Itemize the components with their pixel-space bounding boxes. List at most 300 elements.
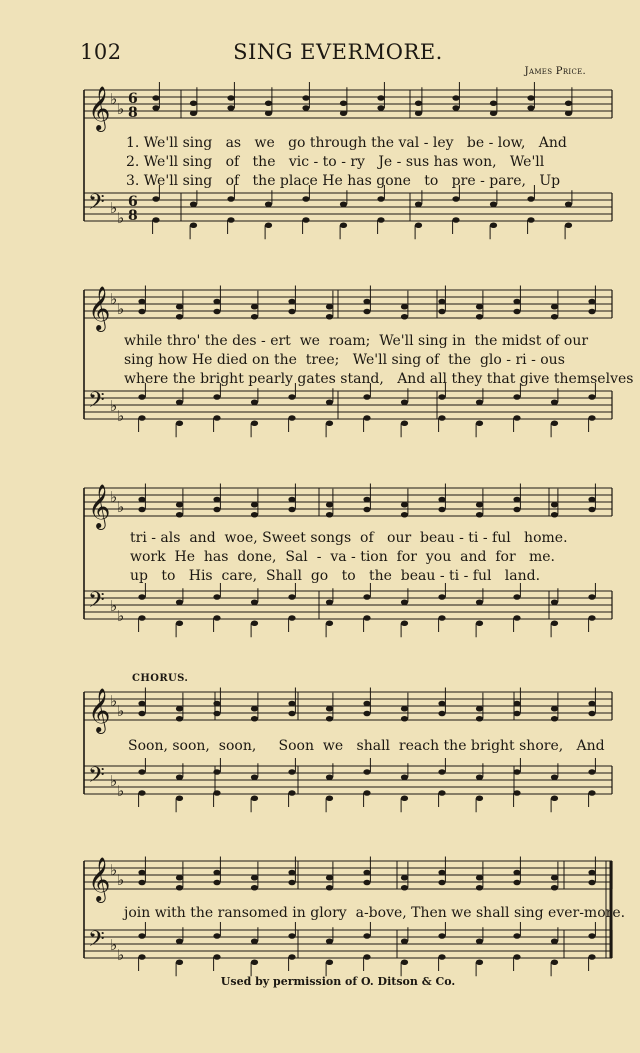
note-head xyxy=(513,507,520,513)
note-head xyxy=(513,954,520,960)
note-head xyxy=(377,95,384,101)
note-head xyxy=(363,299,370,305)
composer-credit: James Price. xyxy=(524,66,586,77)
lyric-line: join with the ransomed in glory a-bove, Then we shall sing ever-more. xyxy=(124,905,626,921)
note-head xyxy=(213,299,220,305)
note-head xyxy=(588,701,595,707)
note-head xyxy=(588,507,595,513)
note-head xyxy=(288,701,295,707)
note-head xyxy=(265,100,272,106)
note-head xyxy=(551,399,558,405)
note-head xyxy=(551,938,558,944)
note-head xyxy=(513,790,520,796)
note-head xyxy=(438,615,445,621)
note-head xyxy=(176,502,183,508)
note-head xyxy=(551,599,558,605)
note-head xyxy=(588,615,595,621)
note-head xyxy=(213,594,220,600)
bass-clef-icon: 𝄢 xyxy=(88,927,105,957)
note-head xyxy=(213,394,220,400)
note-head xyxy=(527,217,534,223)
note-head xyxy=(326,599,333,605)
note-head xyxy=(251,959,258,965)
note-head xyxy=(438,701,445,707)
note-head xyxy=(251,512,258,518)
treble-clef-icon: 𝄞 xyxy=(88,688,111,732)
note-head xyxy=(401,774,408,780)
note-head xyxy=(415,110,422,116)
note-head xyxy=(326,774,333,780)
treble-clef-icon: 𝄞 xyxy=(88,484,111,528)
lyric-line: 3. We'll sing of the place He has gone to pre - pare, Up xyxy=(126,173,561,189)
note-head xyxy=(288,790,295,796)
note-head xyxy=(438,497,445,503)
note-head xyxy=(401,716,408,722)
note-head xyxy=(340,100,347,106)
permission-credit: Used by permission of O. Ditson & Co. xyxy=(220,975,456,988)
note-head xyxy=(438,870,445,876)
note-head xyxy=(513,701,520,707)
lyric-line: 2. We'll sing of the vic - to - ry Je - sus has won, We'll xyxy=(126,154,545,170)
note-head xyxy=(452,217,459,223)
note-head xyxy=(513,870,520,876)
note-head xyxy=(476,599,483,605)
note-head xyxy=(513,394,520,400)
note-head xyxy=(265,201,272,207)
note-head xyxy=(176,716,183,722)
note-head xyxy=(288,933,295,939)
note-head xyxy=(326,314,333,320)
note-head xyxy=(326,716,333,722)
meter-glyph: 6 xyxy=(128,194,138,210)
note-head xyxy=(265,110,272,116)
note-head xyxy=(138,309,145,315)
note-head xyxy=(190,222,197,228)
note-head xyxy=(527,196,534,202)
flat-icon: ♭ xyxy=(110,861,118,879)
note-head xyxy=(565,201,572,207)
note-head xyxy=(363,954,370,960)
note-head xyxy=(288,497,295,503)
note-head xyxy=(401,620,408,626)
note-head xyxy=(363,497,370,503)
note-head xyxy=(138,497,145,503)
note-head xyxy=(551,512,558,518)
lyric-line: Soon, soon, soon, Soon we shall reach the bright shore, And xyxy=(128,738,605,754)
chorus-label: CHORUS. xyxy=(132,673,189,684)
note-head xyxy=(227,105,234,111)
note-head xyxy=(401,938,408,944)
note-head xyxy=(176,875,183,881)
lyric-line: work He has done, Sal - va - tion for you and for me. xyxy=(130,549,556,565)
note-head xyxy=(138,507,145,513)
note-head xyxy=(401,512,408,518)
note-head xyxy=(490,201,497,207)
note-head xyxy=(377,217,384,223)
note-head xyxy=(326,885,333,891)
note-head xyxy=(588,711,595,717)
note-head xyxy=(251,314,258,320)
note-head xyxy=(251,502,258,508)
note-head xyxy=(288,954,295,960)
note-head xyxy=(401,875,408,881)
note-head xyxy=(138,933,145,939)
note-head xyxy=(476,314,483,320)
lyric-line: tri - als and woe, Sweet songs of our beau - ti - ful home. xyxy=(130,530,568,546)
note-head xyxy=(265,222,272,228)
note-head xyxy=(138,769,145,775)
page-number: 102 xyxy=(80,40,122,64)
treble-clef-icon: 𝄞 xyxy=(88,857,111,901)
note-head xyxy=(476,706,483,712)
note-head xyxy=(251,620,258,626)
flat-icon: ♭ xyxy=(110,692,118,710)
note-head xyxy=(363,394,370,400)
note-head xyxy=(588,299,595,305)
note-head xyxy=(288,394,295,400)
bass-clef-icon: 𝄢 xyxy=(88,588,105,618)
note-head xyxy=(138,594,145,600)
note-head xyxy=(152,105,159,111)
note-head xyxy=(227,217,234,223)
note-head xyxy=(551,716,558,722)
note-head xyxy=(251,304,258,310)
note-head xyxy=(527,95,534,101)
note-head xyxy=(363,701,370,707)
note-head xyxy=(213,507,220,513)
note-head xyxy=(513,933,520,939)
note-head xyxy=(438,507,445,513)
note-head xyxy=(326,875,333,881)
note-head xyxy=(288,870,295,876)
note-head xyxy=(176,774,183,780)
note-head xyxy=(377,196,384,202)
note-head xyxy=(340,201,347,207)
bass-clef-icon: 𝄢 xyxy=(88,190,105,220)
note-head xyxy=(340,110,347,116)
note-head xyxy=(138,299,145,305)
note-head xyxy=(326,304,333,310)
note-head xyxy=(213,880,220,886)
note-head xyxy=(588,769,595,775)
note-head xyxy=(213,497,220,503)
note-head xyxy=(565,222,572,228)
note-head xyxy=(401,502,408,508)
note-head xyxy=(213,615,220,621)
note-head xyxy=(513,880,520,886)
note-head xyxy=(476,716,483,722)
note-head xyxy=(302,196,309,202)
note-head xyxy=(340,222,347,228)
note-head xyxy=(438,299,445,305)
flat-icon: ♭ xyxy=(110,199,118,217)
note-head xyxy=(588,790,595,796)
flat-icon: ♭ xyxy=(117,782,125,800)
lyric-line: while thro' the des - ert we roam; We'll sing in the midst of our xyxy=(124,333,589,349)
note-head xyxy=(251,938,258,944)
note-head xyxy=(438,394,445,400)
note-head xyxy=(213,309,220,315)
note-head xyxy=(438,790,445,796)
note-head xyxy=(138,615,145,621)
note-head xyxy=(401,706,408,712)
note-head xyxy=(476,304,483,310)
note-head xyxy=(513,769,520,775)
note-head xyxy=(176,599,183,605)
note-head xyxy=(176,706,183,712)
note-head xyxy=(363,711,370,717)
flat-icon: ♭ xyxy=(110,488,118,506)
note-head xyxy=(588,880,595,886)
note-head xyxy=(251,599,258,605)
note-head xyxy=(190,201,197,207)
lyric-line: sing how He died on the tree; We'll sing of the glo - ri - ous xyxy=(124,352,565,368)
note-head xyxy=(588,394,595,400)
note-head xyxy=(288,711,295,717)
note-head xyxy=(176,512,183,518)
note-head xyxy=(588,933,595,939)
note-head xyxy=(138,394,145,400)
note-head xyxy=(288,507,295,513)
note-head xyxy=(476,620,483,626)
bass-clef-icon: 𝄢 xyxy=(88,763,105,793)
note-head xyxy=(476,938,483,944)
note-head xyxy=(438,415,445,421)
note-head xyxy=(415,222,422,228)
note-head xyxy=(401,314,408,320)
note-head xyxy=(190,100,197,106)
note-head xyxy=(176,795,183,801)
note-head xyxy=(152,196,159,202)
note-head xyxy=(227,95,234,101)
note-head xyxy=(476,420,483,426)
note-head xyxy=(438,769,445,775)
note-head xyxy=(363,415,370,421)
note-head xyxy=(213,711,220,717)
note-head xyxy=(438,880,445,886)
note-head xyxy=(377,105,384,111)
note-head xyxy=(152,217,159,223)
note-head xyxy=(251,716,258,722)
note-head xyxy=(551,620,558,626)
note-head xyxy=(588,954,595,960)
note-head xyxy=(551,706,558,712)
note-head xyxy=(363,769,370,775)
note-head xyxy=(138,954,145,960)
note-head xyxy=(452,105,459,111)
flat-icon: ♭ xyxy=(117,607,125,625)
note-head xyxy=(438,594,445,600)
note-head xyxy=(476,512,483,518)
treble-clef-icon: 𝄞 xyxy=(88,86,111,130)
note-head xyxy=(326,620,333,626)
note-head xyxy=(363,870,370,876)
note-head xyxy=(363,880,370,886)
note-head xyxy=(401,399,408,405)
flat-icon: ♭ xyxy=(117,100,125,118)
note-head xyxy=(213,415,220,421)
note-head xyxy=(551,314,558,320)
note-head xyxy=(476,795,483,801)
treble-clef-icon: 𝄞 xyxy=(88,286,111,330)
note-head xyxy=(251,420,258,426)
note-head xyxy=(288,594,295,600)
flat-icon: ♭ xyxy=(110,290,118,308)
meter-glyph: 6 xyxy=(128,91,138,107)
note-head xyxy=(326,399,333,405)
note-head xyxy=(490,222,497,228)
flat-icon: ♭ xyxy=(110,772,118,790)
note-head xyxy=(251,885,258,891)
note-head xyxy=(551,875,558,881)
note-head xyxy=(326,959,333,965)
note-head xyxy=(551,304,558,310)
note-head xyxy=(401,304,408,310)
note-head xyxy=(251,399,258,405)
note-head xyxy=(213,790,220,796)
note-head xyxy=(551,774,558,780)
note-head xyxy=(288,880,295,886)
meter-glyph: 8 xyxy=(128,105,138,121)
note-head xyxy=(551,420,558,426)
note-head xyxy=(176,885,183,891)
flat-icon: ♭ xyxy=(117,946,125,964)
note-head xyxy=(138,415,145,421)
note-head xyxy=(513,497,520,503)
note-head xyxy=(565,100,572,106)
note-head xyxy=(176,399,183,405)
note-head xyxy=(452,196,459,202)
flat-icon: ♭ xyxy=(110,397,118,415)
note-head xyxy=(251,795,258,801)
note-head xyxy=(213,933,220,939)
note-head xyxy=(551,795,558,801)
note-head xyxy=(490,110,497,116)
note-head xyxy=(190,110,197,116)
flat-icon: ♭ xyxy=(110,597,118,615)
note-head xyxy=(513,299,520,305)
note-head xyxy=(401,795,408,801)
note-head xyxy=(513,594,520,600)
flat-icon: ♭ xyxy=(110,936,118,954)
note-head xyxy=(288,415,295,421)
note-head xyxy=(176,620,183,626)
note-head xyxy=(213,769,220,775)
note-head xyxy=(288,309,295,315)
note-head xyxy=(363,933,370,939)
note-head xyxy=(213,701,220,707)
note-head xyxy=(138,711,145,717)
note-head xyxy=(476,875,483,881)
note-head xyxy=(588,594,595,600)
note-head xyxy=(476,502,483,508)
note-head xyxy=(251,706,258,712)
note-head xyxy=(452,95,459,101)
note-head xyxy=(363,309,370,315)
lyric-line: where the bright pearly gates stand, And all they that give themselves xyxy=(124,371,634,387)
note-head xyxy=(476,885,483,891)
note-head xyxy=(476,959,483,965)
note-head xyxy=(288,299,295,305)
note-head xyxy=(527,105,534,111)
note-head xyxy=(138,701,145,707)
note-head xyxy=(138,880,145,886)
note-head xyxy=(138,790,145,796)
note-head xyxy=(476,774,483,780)
note-head xyxy=(513,615,520,621)
note-head xyxy=(551,959,558,965)
lyric-line: 1. We'll sing as we go through the val - ley be - low, And xyxy=(126,135,567,151)
note-head xyxy=(288,769,295,775)
note-head xyxy=(363,615,370,621)
flat-icon: ♭ xyxy=(117,498,125,516)
note-head xyxy=(401,420,408,426)
flat-icon: ♭ xyxy=(117,209,125,227)
meter-glyph: 8 xyxy=(128,208,138,224)
note-head xyxy=(438,309,445,315)
note-head xyxy=(326,502,333,508)
note-head xyxy=(490,100,497,106)
note-head xyxy=(302,217,309,223)
lyric-line: up to His care, Shall go to the beau - ti - ful land. xyxy=(130,568,541,584)
note-head xyxy=(588,870,595,876)
note-head xyxy=(363,594,370,600)
note-head xyxy=(438,711,445,717)
note-head xyxy=(302,95,309,101)
note-head xyxy=(513,415,520,421)
note-head xyxy=(551,502,558,508)
note-head xyxy=(176,938,183,944)
flat-icon: ♭ xyxy=(117,702,125,720)
note-head xyxy=(565,110,572,116)
note-head xyxy=(401,599,408,605)
note-head xyxy=(513,309,520,315)
note-head xyxy=(176,420,183,426)
bass-clef-icon: 𝄢 xyxy=(88,388,105,418)
note-head xyxy=(363,790,370,796)
note-head xyxy=(438,933,445,939)
note-head xyxy=(176,304,183,310)
note-head xyxy=(415,100,422,106)
note-head xyxy=(588,497,595,503)
note-head xyxy=(213,870,220,876)
note-head xyxy=(326,706,333,712)
note-head xyxy=(588,309,595,315)
note-head xyxy=(415,201,422,207)
note-head xyxy=(363,507,370,513)
note-head xyxy=(251,875,258,881)
note-head xyxy=(476,399,483,405)
note-head xyxy=(326,938,333,944)
note-head xyxy=(227,196,234,202)
note-head xyxy=(326,512,333,518)
note-head xyxy=(326,420,333,426)
note-head xyxy=(176,314,183,320)
note-head xyxy=(513,711,520,717)
note-head xyxy=(152,95,159,101)
hymn-title: SING EVERMORE. xyxy=(233,40,443,64)
note-head xyxy=(213,954,220,960)
note-head xyxy=(401,959,408,965)
note-head xyxy=(251,774,258,780)
note-head xyxy=(138,870,145,876)
note-head xyxy=(326,795,333,801)
flat-icon: ♭ xyxy=(110,90,118,108)
note-head xyxy=(401,885,408,891)
flat-icon: ♭ xyxy=(117,407,125,425)
note-head xyxy=(588,415,595,421)
note-head xyxy=(288,615,295,621)
